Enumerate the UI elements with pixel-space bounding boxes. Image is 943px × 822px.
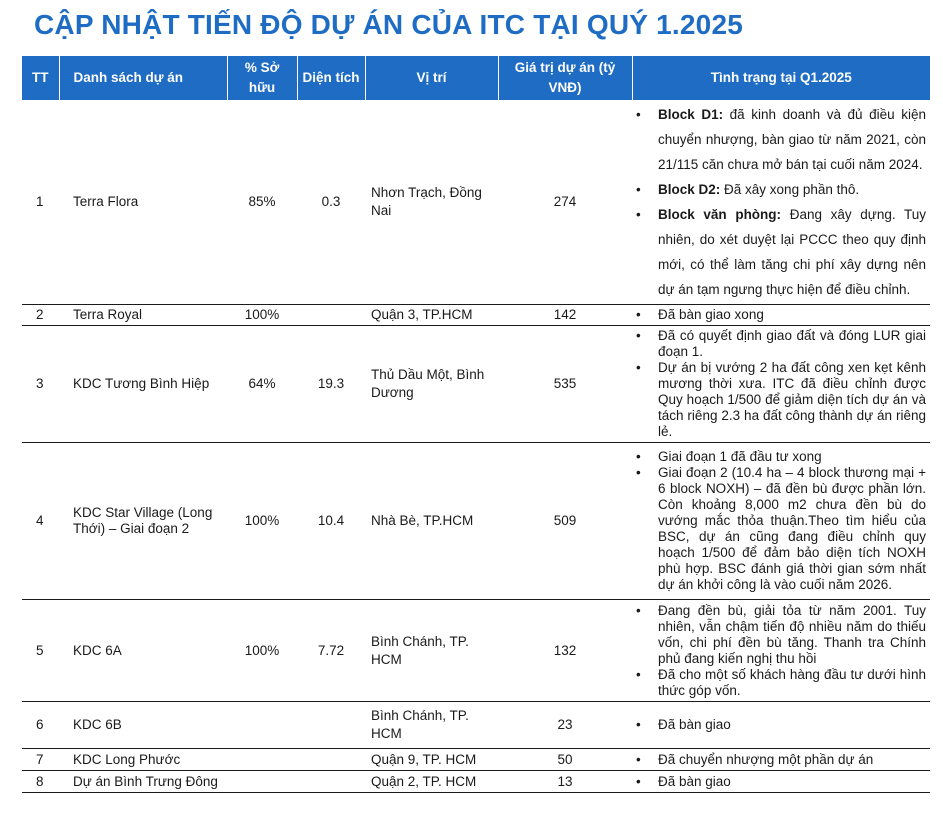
area-cell — [297, 305, 365, 326]
value-cell: 535 — [498, 326, 632, 443]
status-text: Đã chuyển nhượng một phần dự án — [658, 751, 874, 767]
status-text: Đã xây xong phần thô. — [720, 182, 860, 197]
status-item — [632, 449, 926, 465]
ownership-cell — [227, 749, 297, 771]
status-item — [632, 177, 926, 202]
project-name: Terra Royal — [59, 305, 227, 326]
status-item — [632, 307, 926, 323]
page-title: CẬP NHẬT TIẾN ĐỘ DỰ ÁN CỦA ITC TẠI QUÝ 1.2025 — [34, 9, 743, 40]
area-cell: 0.3 — [297, 100, 365, 305]
status-list — [632, 774, 926, 790]
status-item — [632, 465, 926, 593]
status-list — [632, 307, 926, 323]
table-row — [22, 100, 930, 305]
location-cell: Bình Chánh, TP. HCM — [365, 702, 498, 749]
status-cell — [632, 771, 930, 793]
ownership-cell: 85% — [227, 100, 297, 305]
status-text: Đã bàn giao xong — [658, 307, 764, 322]
status-cell — [632, 305, 930, 326]
table-header — [22, 56, 930, 100]
status-item — [632, 752, 926, 768]
status-text: Dự án bị vướng 2 ha đất công xen kẹt kênh mương thời xưa. ITC đã điều chỉnh được Quy hoạch 1/500 để giảm diện tích dự án và tách riêng 2.3 ha đất công thành dự án riêng lẻ. — [658, 360, 926, 439]
value-cell: 13 — [498, 771, 632, 793]
status-item — [632, 102, 926, 177]
status-text: Đang đền bù, giải tỏa từ năm 2001. Tuy nhiên, vẫn chậm tiến độ nhiều năm do thiếu vốn, chi phí đền bù tăng. Thanh tra Chính phủ đang kiến nghị thu hồi — [658, 602, 926, 666]
status-text: Đang xây dựng. Tuy nhiên, do xét duyệt lại PCCC theo quy định mới, có thể làm tăng chi phí xây dựng nên dự án tạm ngưng thực hiện để điều chỉnh. — [658, 207, 926, 297]
status-list — [632, 102, 926, 302]
status-item — [632, 328, 926, 360]
status-item — [632, 667, 926, 699]
header-ownership: % Sở hữu — [227, 56, 297, 100]
table-row — [22, 771, 930, 793]
value-cell: 132 — [498, 600, 632, 702]
project-name: Dự án Bình Trưng Đông — [59, 771, 227, 793]
location-cell: Bình Chánh, TP. HCM — [365, 600, 498, 702]
location-cell: Nhơn Trạch, Đồng Nai — [365, 100, 498, 305]
status-label: Block D2: — [658, 182, 721, 197]
row-number: 4 — [22, 443, 59, 600]
table-row — [22, 702, 930, 749]
row-number: 1 — [22, 100, 59, 305]
status-label: Block văn phòng: — [658, 207, 782, 222]
project-name: KDC 6B — [59, 702, 227, 749]
status-cell — [632, 749, 930, 771]
status-text: Đã bàn giao — [658, 773, 731, 789]
area-cell — [297, 702, 365, 749]
status-list — [632, 603, 926, 699]
status-text: Đã cho một số khách hàng đầu tư dưới hình thức góp vốn. — [658, 666, 926, 698]
header-row — [22, 56, 930, 100]
value-cell: 274 — [498, 100, 632, 305]
status-text: Giai đoạn 1 đã đầu tư xong — [658, 449, 822, 464]
value-cell: 142 — [498, 305, 632, 326]
project-name: KDC Star Village (Long Thới) – Giai đoạn 2 — [59, 443, 227, 600]
row-number: 3 — [22, 326, 59, 443]
status-list — [632, 449, 926, 593]
header-project-name: Danh sách dự án — [59, 56, 227, 100]
table-row — [22, 326, 930, 443]
ownership-cell: 100% — [227, 443, 297, 600]
project-name: KDC Tương Bình Hiệp — [59, 326, 227, 443]
project-name: KDC Long Phước — [59, 749, 227, 771]
header-status: Tình trạng tại Q1.2025 — [632, 56, 930, 100]
value-cell: 50 — [498, 749, 632, 771]
status-text: Đã có quyết định giao đất và đóng LUR giai đoạn 1. — [658, 328, 926, 359]
status-item — [632, 603, 926, 667]
status-label: Block D1: — [658, 107, 724, 122]
area-cell: 7.72 — [297, 600, 365, 702]
ownership-cell — [227, 771, 297, 793]
status-item — [632, 717, 926, 733]
project-name: Terra Flora — [59, 100, 227, 305]
table-row — [22, 749, 930, 771]
row-number: 2 — [22, 305, 59, 326]
value-cell: 23 — [498, 702, 632, 749]
status-cell — [632, 100, 930, 305]
row-number: 8 — [22, 771, 59, 793]
status-list — [632, 717, 926, 733]
status-text: Giai đoạn 2 (10.4 ha – 4 block thương mại + 6 block NOXH) – đã đền bù được phần lớn. Còn khoảng 8,000 m2 chưa đền bù do vướng mắc thỏa thuận.Theo tìm hiểu của BSC, dự án cũng đang điều chỉnh quy hoạch 1/500 để đảm bảo diện tích NOXH phù hợp. BSC đánh giá thời gian sớm nhất dự án khởi công là vào cuối năm 2026. — [658, 465, 926, 592]
header-location: Vị trí — [365, 56, 498, 100]
value-cell: 509 — [498, 443, 632, 600]
row-number: 6 — [22, 702, 59, 749]
status-cell — [632, 702, 930, 749]
location-cell: Quận 3, TP.HCM — [365, 305, 498, 326]
ownership-cell: 100% — [227, 305, 297, 326]
table-row — [22, 600, 930, 702]
status-item — [632, 202, 926, 302]
status-cell — [632, 326, 930, 443]
status-cell — [632, 600, 930, 702]
area-cell: 19.3 — [297, 326, 365, 443]
status-item — [632, 774, 926, 790]
location-cell: Quận 9, TP. HCM — [365, 749, 498, 771]
header-area: Diện tích — [297, 56, 365, 100]
status-text: Đã bàn giao — [658, 717, 731, 732]
status-list — [632, 328, 926, 440]
status-cell — [632, 443, 930, 600]
status-list — [632, 752, 926, 768]
ownership-cell: 100% — [227, 600, 297, 702]
area-cell — [297, 749, 365, 771]
table-body — [22, 100, 930, 793]
status-text: đã kinh doanh và đủ điều kiện chuyển nhượng, bàn giao từ năm 2021, còn 21/115 căn chưa mở bán tại cuối năm 2024. — [658, 107, 926, 172]
ownership-cell — [227, 702, 297, 749]
location-cell: Nhà Bè, TP.HCM — [365, 443, 498, 600]
location-cell: Thủ Dầu Một, Bình Dương — [365, 326, 498, 443]
area-cell — [297, 771, 365, 793]
area-cell: 10.4 — [297, 443, 365, 600]
status-item — [632, 360, 926, 440]
row-number: 5 — [22, 600, 59, 702]
ownership-cell: 64% — [227, 326, 297, 443]
header-tt: TT — [22, 56, 59, 100]
project-table — [22, 56, 930, 793]
table-row — [22, 443, 930, 600]
row-number: 7 — [22, 749, 59, 771]
location-cell: Quận 2, TP. HCM — [365, 771, 498, 793]
project-name: KDC 6A — [59, 600, 227, 702]
table-row — [22, 305, 930, 326]
header-value: Giá trị dự án (tỷ VNĐ) — [498, 56, 632, 100]
